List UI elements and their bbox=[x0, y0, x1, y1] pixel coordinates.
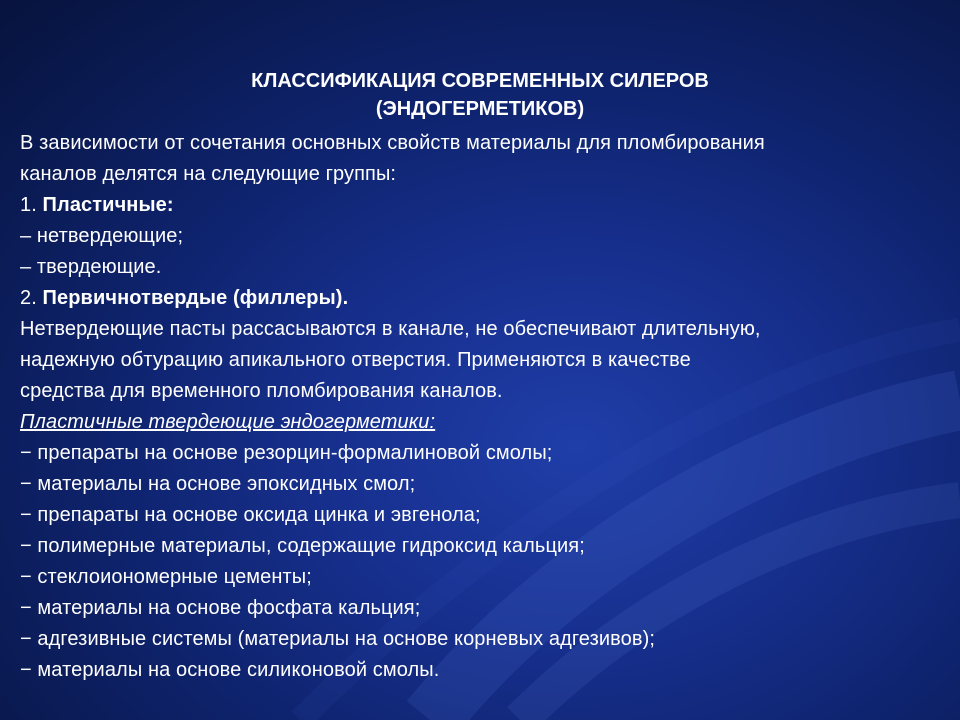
list-item: − материалы на основе эпоксидных смол; bbox=[20, 473, 416, 495]
list-item: − материалы на основе силиконовой смолы. bbox=[20, 659, 440, 681]
list-item: − адгезивные системы (материалы на основе корневых адгезивов); bbox=[20, 628, 655, 650]
group-1-heading bbox=[20, 190, 945, 221]
group-1-item: – нетвердеющие; bbox=[20, 225, 184, 247]
paragraph-line: средства для временного пломбирования каналов. bbox=[20, 380, 503, 402]
list-item: − стеклоиономерные цементы; bbox=[20, 566, 312, 588]
intro-line-1: В зависимости от сочетания основных свойств материалы для пломбирования bbox=[20, 132, 765, 154]
list-item: − полимерные материалы, содержащие гидроксид кальция; bbox=[20, 535, 585, 557]
group-1-item: – твердеющие. bbox=[20, 256, 162, 278]
intro-line-2: каналов делятся на следующие группы: bbox=[20, 163, 397, 185]
slide-title-line1: КЛАССИФИКАЦИЯ СОВРЕМЕННЫХ СИЛЕРОВ bbox=[251, 70, 709, 92]
group-2-number: 2. bbox=[20, 287, 43, 309]
list-item: − материалы на основе фосфата кальция; bbox=[20, 597, 421, 619]
group-1-label: Пластичные: bbox=[42, 194, 174, 216]
group-1-number: 1. bbox=[20, 194, 43, 216]
subheading: Пластичные твердеющие эндогерметики: bbox=[20, 411, 436, 433]
slide-body bbox=[20, 128, 945, 686]
list-item: − препараты на основе оксида цинка и эвгенола; bbox=[20, 504, 481, 526]
paragraph-line: надежную обтурацию апикального отверстия. Применяются в качестве bbox=[20, 349, 691, 371]
group-2-heading bbox=[20, 283, 945, 314]
list-item: − препараты на основе резорцин-формалиновой смолы; bbox=[20, 442, 553, 464]
slide-title-line2: (ЭНДОГЕРМЕТИКОВ) bbox=[375, 98, 585, 120]
group-2-label: Первичнотвердые (филлеры). bbox=[42, 287, 349, 309]
paragraph-line: Нетвердеющие пасты рассасываются в канале, не обеспечивают длительную, bbox=[20, 318, 761, 340]
